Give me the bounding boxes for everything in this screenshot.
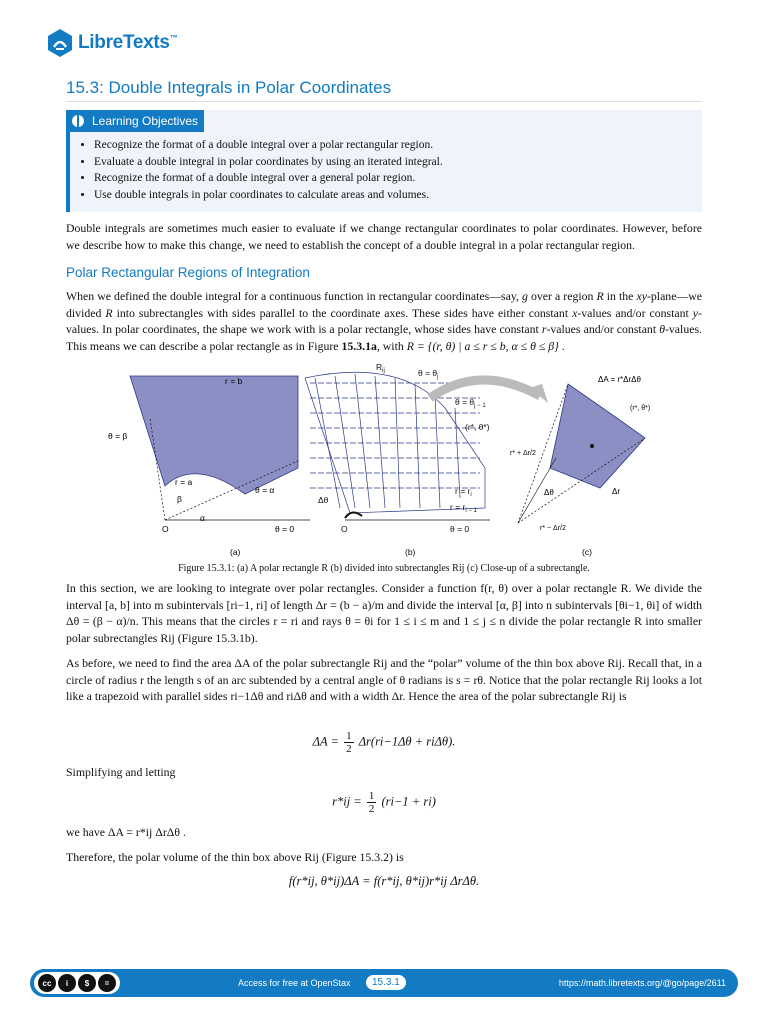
label-r-plus: r* + Δr/2 [510,450,536,457]
label-delta-r: Δr [612,487,621,496]
footer-bar [30,969,738,997]
label-c-rt-star: (r*, θ*) [630,405,651,412]
paragraph-polar-rectangles: When we defined the double integral for a continuous function in rectangular coordinates—say, g over a region R in the xy-plane—we divided R into subrectangles with sides parallel to the coordinate axes. These sides have either constant x-values and/or constant y-values. In polar coordinates, the shape we work with is a polar rectangle, whose sides have constant r-values and/or constant θ-values. This means we can describe a polar rectangle as in Figure 15.3.1a, with R = {(r, θ) | a ≤ r ≤ b, α ≤ θ ≤ β} . [66,289,702,353]
label-theta-zero-b: θ = 0 [450,524,470,534]
equation-volume: f(r*ij, θ*ij)ΔA = f(r*ij, θ*ij)r*ij ΔrΔθ. [288,874,480,888]
objectives-icon [72,115,84,127]
learning-objectives-box [66,110,702,212]
learning-objectives-list [80,137,443,203]
label-rt-star: (r*, θ*) [465,422,490,432]
label-a: (a) [230,547,241,557]
list-item: • Use double integrals in polar coordinates to calculate areas and volumes. [94,187,443,204]
page-url-link[interactable]: https://math.libretexts.org/@go/page/2611 [558,978,726,988]
label-theta-alpha: θ = α [255,485,275,495]
cc-license-badge[interactable] [34,972,120,994]
simplifying-text: Simplifying and letting [66,765,176,779]
therefore-text: Therefore, the polar volume of the thin box above Rij (Figure 15.3.2) is [66,850,404,864]
equation-area: ΔA = $\frac{1}{2}$ Δr(ri−1Δθ + riΔθ). [312,730,456,755]
by-icon: i [58,974,76,992]
label-beta: β [177,494,182,504]
label-origin-b: O [341,524,348,534]
label-c: (c) [582,547,592,557]
label-Rij: $R_{ij}$ [376,362,385,374]
learning-objectives-heading: Learning Objectives [92,114,199,128]
list-item: • Recognize the format of a double integral over a polar rectangular region. [94,137,443,154]
figure-polar-rectangle [100,358,680,563]
label-r-minus: r* − Δr/2 [540,525,566,532]
list-item: • Evaluate a double integral in polar coordinates by using an iterated integral. [94,154,443,171]
label-delta-theta-b: Δθ [318,495,329,505]
sa-icon: = [98,974,116,992]
libretexts-logo[interactable] [46,28,177,58]
section-heading: Polar Rectangular Regions of Integration [66,265,310,280]
label-r-b: r = b [225,376,243,386]
nc-icon: $ [78,974,96,992]
logo-text: LibreTexts™ [78,32,178,53]
label-theta-beta: θ = β [108,431,128,441]
title-divider [66,101,702,102]
learning-objectives-header [66,110,204,132]
figure-b [305,372,490,520]
label-b: (b) [405,547,416,557]
figure-caption: Figure 15.3.1: (a) A polar rectangle R (b) divided into subrectangles Rij (c) Close-up of a subrectangle. [178,563,590,574]
label-dA: ΔA = r*ΔrΔθ [598,375,641,384]
label-theta-j: $\theta = \theta_j$ [418,368,439,380]
list-item: • Recognize the format of a double integral over a general polar region. [94,170,443,187]
cc-icon: cc [38,974,56,992]
label-delta-theta-c: Δθ [544,488,554,497]
figure-a [108,376,310,557]
libretexts-hex-icon [46,28,74,58]
label-r-a: r = a [175,477,193,487]
page-title: 15.3: Double Integrals in Polar Coordinates [66,78,392,97]
polar-rectangle-region [130,376,298,494]
label-alpha: α [200,513,205,523]
paragraph-area: As before, we need to find the area ΔA of the polar subrectangle Rij and the “polar” volume of the thin box above Rij. Recall that, in a circle of radius r the length s of an arc subtended by a central angle of θ radians is s = rθ. Notice that the polar rectangle Rij looks a lot like a trapezoid with parallel sides ri−1Δθ and riΔθ and with a width Δr. Hence the area of the polar subrectangle Rij is [66,656,702,703]
figure-link[interactable]: 15.3.1a [341,338,377,353]
paragraph-subdivision: In this section, we are looking to integrate over polar rectangles. Consider a function f(r, θ) over a polar rectangle R. We divide the interval [a, b] into m subintervals [ri−1, ri] of length Δr = (b − a)/m and divide the interval [α, β] into n subintervals [θi−1, θi] of width Δθ = (β − α)/n. This means that the circles r = ri and rays θ = θi for 1 ≤ i ≤ m and 1 ≤ j ≤ n divide the polar rectangle R into smaller polar subrectangles Rij (Figure 15.3.1b). [66,581,702,645]
label-theta-zero-a: θ = 0 [275,524,295,534]
label-r-ri-1: $r = r_{i - 1}$ [450,502,477,514]
subrectangle-region [550,384,645,488]
equation-rstar: r*ij = $\frac{1}{2}$ (ri−1 + ri) [332,790,436,815]
intro-paragraph: Double integrals are sometimes much easier to evaluate if we change rectangular coordinates to polar coordinates. However, before we describe how to make this change, we need to establish the concept of a double integral in a polar rectangular region. [66,221,702,252]
figure-c [510,375,650,557]
we-have-text: we have ΔA = r*ij ΔrΔθ . [66,825,186,839]
label-origin-a: O [162,524,169,534]
label-theta-j-1: $\theta = \theta_{j - 1}$ [455,397,486,409]
access-openstax-link[interactable]: Access for free at OpenStax [238,978,351,988]
page-number-badge: 15.3.1 [366,975,406,990]
label-r-ri: $r = r_i$ [455,486,472,498]
